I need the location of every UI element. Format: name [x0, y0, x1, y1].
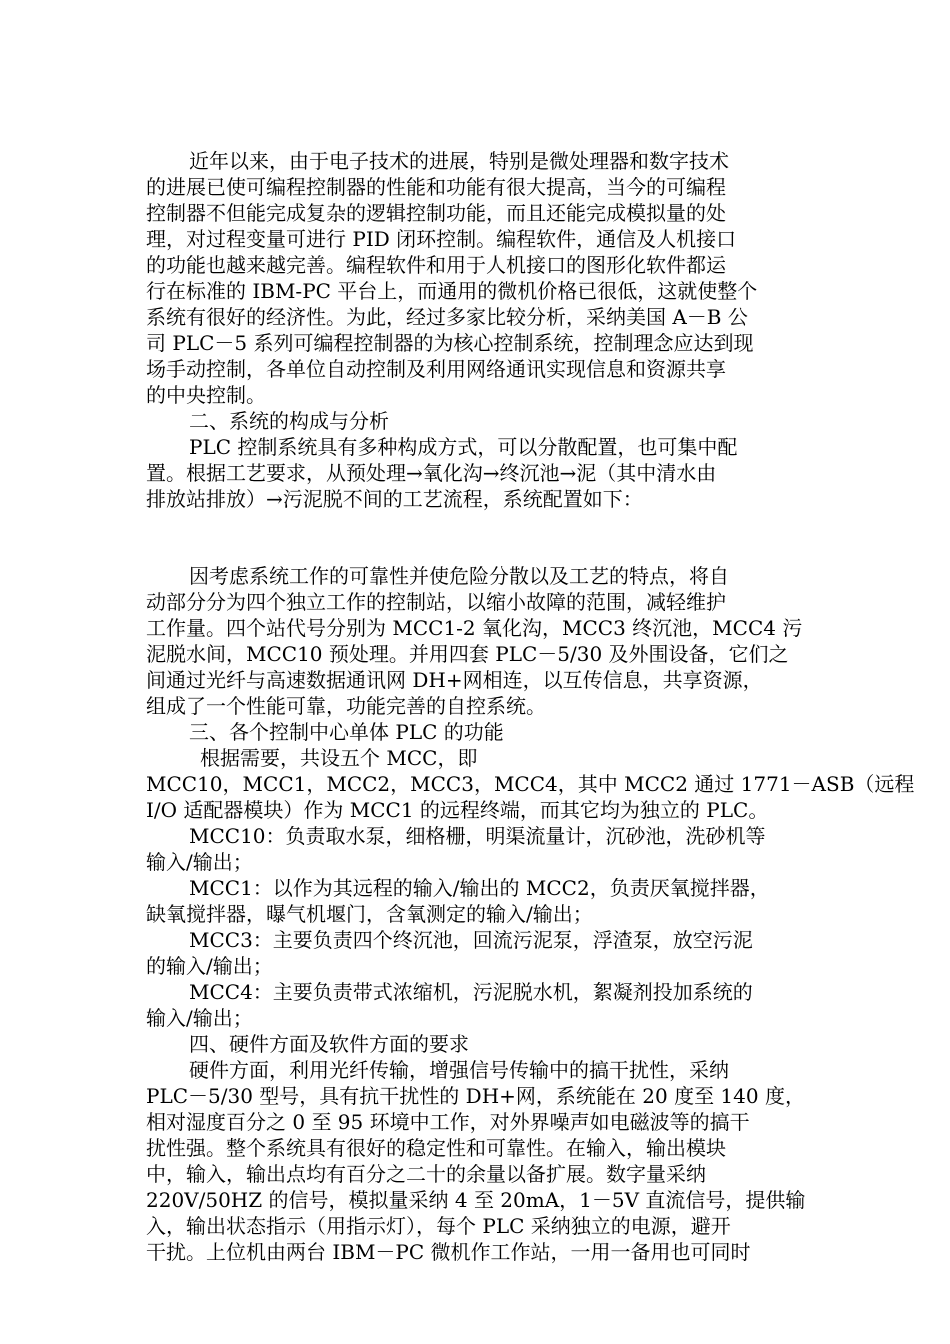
paragraph-3-line: 泥脱水间，MCC10 预处理。并用四套 PLC－5/30 及外围设备，它们之: [146, 642, 789, 666]
section-heading-2: 二、系统的构成与分析: [189, 409, 389, 433]
paragraph-1-line: 场手动控制，各单位自动控制及利用网络通讯实现信息和资源共享: [146, 357, 726, 381]
section-heading-3: 三、各个控制中心单体 PLC 的功能: [189, 720, 504, 744]
paragraph-2-line: 排放站排放）→污泥脱不间的工艺流程，系统配置如下：: [146, 487, 643, 511]
paragraph-1-line: 的进展已使可编程控制器的性能和功能有很大提高，当今的可编程: [146, 175, 726, 199]
paragraph-5-line: 220V/50HZ 的信号，模拟量采纳 4 至 20mA，1－5V 直流信号，提供输: [146, 1188, 806, 1212]
paragraph-1-line: 控制器不但能完成复杂的逻辑控制功能，而且还能完成模拟量的处: [146, 201, 726, 225]
mcc1-line: 缺氧搅拌器，曝气机堰门，含氧测定的输入/输出；: [146, 902, 593, 926]
mcc10-line: MCC10：负责取水泵，细格栅，明渠流量计，沉砂池，洗砂机等: [189, 824, 766, 848]
paragraph-5-line: 硬件方面，利用光纤传输，增强信号传输中的搞干扰性，采纳: [189, 1058, 729, 1082]
paragraph-1-line: 理，对过程变量可进行 PID 闭环控制。编程软件，通信及人机接口: [146, 227, 737, 251]
paragraph-1-line: 司 PLC－5 系列可编程控制器的为核心控制系统，控制理念应达到现: [146, 331, 754, 355]
paragraph-5-line: 相对湿度百分之 0 至 95 环境中工作，对外界噪声如电磁波等的搞干: [146, 1110, 750, 1134]
paragraph-3-line: 因考虑系统工作的可靠性并使危险分散以及工艺的特点，将自: [189, 564, 729, 588]
mcc10-line: 输入/输出；: [146, 850, 253, 874]
paragraph-3-line: 组成了一个性能可靠，功能完善的自控系统。: [146, 694, 546, 718]
paragraph-3-line: 间通过光纤与高速数据通讯网 DH+网相连，以互传信息，共享资源，: [146, 668, 763, 692]
mcc4-line: 输入/输出；: [146, 1006, 253, 1030]
paragraph-1-line: 系统有很好的经济性。为此，经过多家比较分析，采纳美国 A－B 公: [146, 305, 748, 329]
paragraph-5-line: 扰性强。整个系统具有很好的稳定性和可靠性。在输入，输出模块: [146, 1136, 726, 1160]
paragraph-1-line: 近年以来，由于电子技术的进展，特别是微处理器和数字技术: [189, 149, 729, 173]
paragraph-5-line: PLC－5/30 型号，具有抗干扰性的 DH+网，系统能在 20 度至 140 度，: [146, 1084, 805, 1108]
paragraph-5-line: 中，输入，输出点均有百分之二十的余量以备扩展。数字量采纳: [146, 1162, 706, 1186]
paragraph-1-line: 行在标准的 IBM-PC 平台上，而通用的微机价格已很低，这就使整个: [146, 279, 758, 303]
paragraph-2-line: PLC 控制系统具有多种构成方式，可以分散配置，也可集中配: [189, 435, 738, 459]
paragraph-4-line: 根据需要，共设五个 MCC，即: [200, 746, 478, 770]
paragraph-3-line: 工作量。四个站代号分别为 MCC1-2 氧化沟，MCC3 终沉池，MCC4 污: [146, 616, 803, 640]
paragraph-4-line: I/O 适配器模块）作为 MCC1 的远程终端，而其它均为独立的 PLC。: [146, 798, 769, 822]
paragraph-5-line: 入，输出状态指示（用指示灯），每个 PLC 采纳独立的电源，避开: [146, 1214, 731, 1238]
paragraph-5-line: 干扰。上位机由两台 IBM－PC 微机作工作站，一用一备用也可同时: [146, 1240, 751, 1264]
section-heading-4: 四、硬件方面及软件方面的要求: [189, 1032, 469, 1056]
paragraph-1-line: 的中央控制。: [146, 383, 266, 407]
mcc3-line: MCC3：主要负责四个终沉池，回流污泥泵，浮渣泵，放空污泥: [189, 928, 753, 952]
paragraph-4-line: MCC10，MCC1，MCC2，MCC3，MCC4，其中 MCC2 通过 1771－ASB（远程: [146, 772, 915, 796]
paragraph-1-line: 的功能也越来越完善。编程软件和用于人机接口的图形化软件都运: [146, 253, 726, 277]
mcc3-line: 的输入/输出；: [146, 954, 273, 978]
mcc4-line: MCC4：主要负责带式浓缩机，污泥脱水机，絮凝剂投加系统的: [189, 980, 753, 1004]
paragraph-3-line: 动部分分为四个独立工作的控制站，以缩小故障的范围，减轻维护: [146, 590, 726, 614]
paragraph-2-line: 置。根据工艺要求，从预处理→氧化沟→终沉池→泥（其中清水由: [146, 461, 717, 485]
mcc1-line: MCC1：以作为其远程的输入/输出的 MCC2，负责厌氧搅拌器，: [189, 876, 770, 900]
